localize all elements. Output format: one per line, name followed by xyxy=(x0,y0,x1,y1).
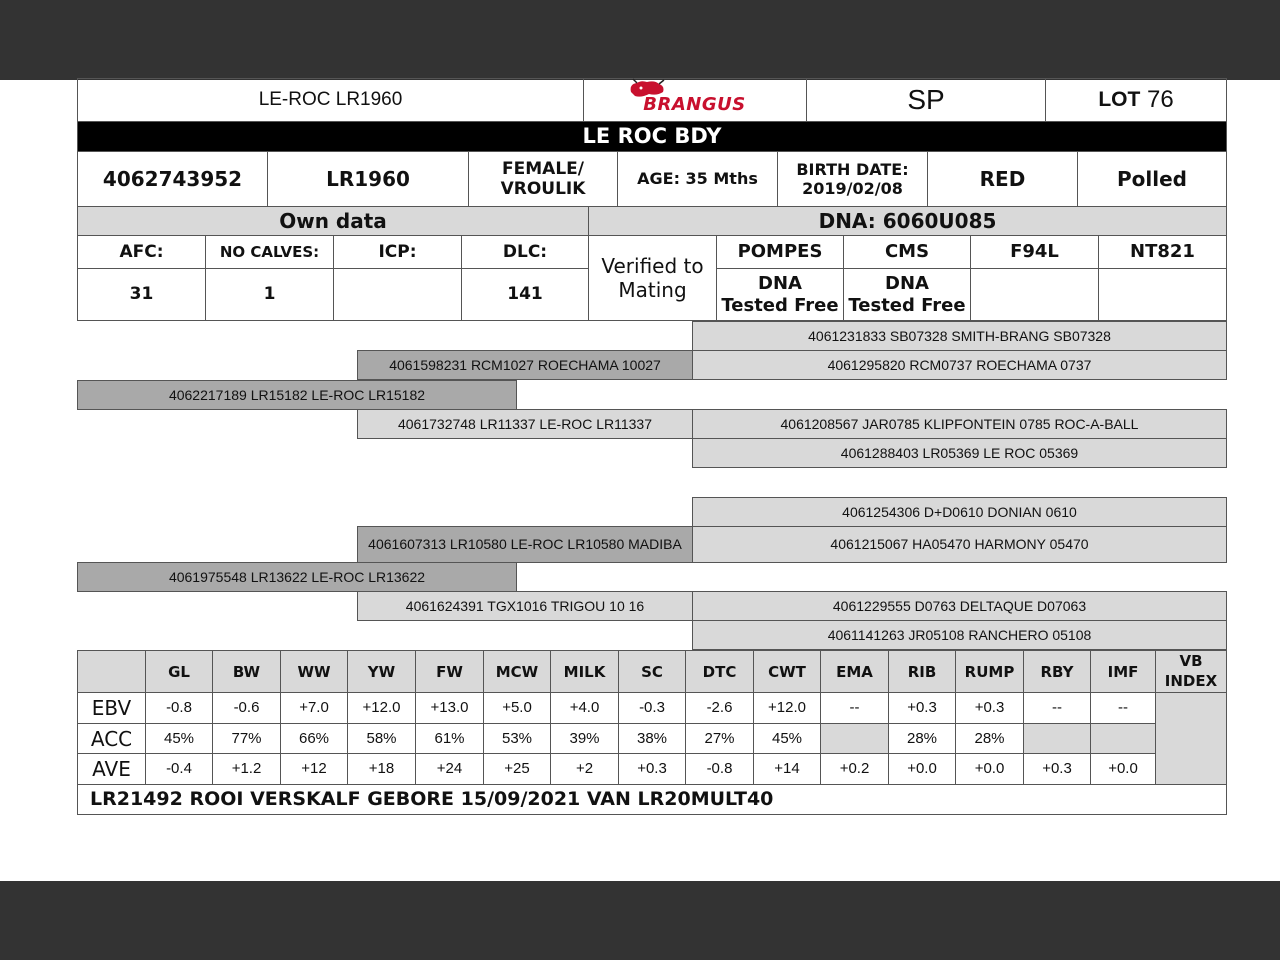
pedigree-sire-dam-dam: 4061288403 LR05369 LE ROC 05369 xyxy=(692,438,1227,468)
horn-status: Polled xyxy=(1077,151,1227,207)
lot-cell xyxy=(1045,78,1227,122)
own-data-title: Own data xyxy=(77,206,589,236)
pedigree-sire-sire-dam: 4061295820 RCM0737 ROECHAMA 0737 xyxy=(692,350,1227,380)
ebv-column-header-bw: BW xyxy=(212,650,281,693)
dlc-label: DLC: xyxy=(461,235,589,269)
ebv-cell: -- xyxy=(820,692,889,724)
ebv-cell: -0.4 xyxy=(145,753,213,785)
lot-label: LOT xyxy=(1098,88,1141,112)
ebv-cell xyxy=(1090,723,1156,754)
vb-index-value xyxy=(1155,692,1227,785)
pedigree-sire-dam-sire: 4061208567 JAR0785 KLIPFONTEIN 0785 ROC-A-BALL xyxy=(692,409,1227,439)
icp-label: ICP: xyxy=(333,235,462,269)
ebv-cell: +12 xyxy=(280,753,348,785)
ebv-cell xyxy=(820,723,889,754)
dna-test-nt821: NT821 xyxy=(1098,235,1227,269)
pedigree-dam: 4061975548 LR13622 LE-ROC LR13622 xyxy=(77,562,517,592)
ebv-cell: +0.0 xyxy=(888,753,956,785)
ebv-cell: -0.8 xyxy=(145,692,213,724)
animal-code: LR1960 xyxy=(267,151,469,207)
ebv-column-header-imf: IMF xyxy=(1090,650,1156,693)
dna-result-cms: DNA Tested Free xyxy=(843,268,971,321)
ebv-cell: +12.0 xyxy=(753,692,821,724)
afc-value: 31 xyxy=(77,268,206,321)
ebv-cell: 38% xyxy=(618,723,686,754)
ebv-cell: +0.3 xyxy=(1023,753,1091,785)
ebv-cell: +1.2 xyxy=(212,753,281,785)
ebv-cell: 45% xyxy=(145,723,213,754)
no-calves-value: 1 xyxy=(205,268,334,321)
icp-value xyxy=(333,268,462,321)
ebv-cell: +0.0 xyxy=(1090,753,1156,785)
breed-logo xyxy=(583,80,806,121)
ebv-column-header-rump: RUMP xyxy=(955,650,1024,693)
ebv-cell: -0.8 xyxy=(685,753,754,785)
colour: RED xyxy=(927,151,1078,207)
dna-test-pompes: POMPES xyxy=(716,235,844,269)
ebv-cell: +4.0 xyxy=(550,692,619,724)
ebv-header-corner xyxy=(77,650,146,693)
ebv-column-header-gl: GL xyxy=(145,650,213,693)
ebv-column-header-sc: SC xyxy=(618,650,686,693)
ebv-column-header-cwt: CWT xyxy=(753,650,821,693)
id-number: 4062743952 xyxy=(77,151,268,207)
breed-logo-text: BRANGUS xyxy=(643,94,746,115)
ebv-column-header-mcw: MCW xyxy=(483,650,551,693)
pedigree-dam-sire-dam: 4061215067 HA05470 HARMONY 05470 xyxy=(692,526,1227,563)
ebv-cell: 39% xyxy=(550,723,619,754)
birth-date: BIRTH DATE: 2019/02/08 xyxy=(777,151,928,207)
ebv-cell: +2 xyxy=(550,753,619,785)
pedigree-sire-dam: 4061732748 LR11337 LE-ROC LR11337 xyxy=(357,409,693,439)
ebv-cell: -- xyxy=(1090,692,1156,724)
no-calves-label: NO CALVES: xyxy=(205,235,334,269)
ebv-column-header-dtc: DTC xyxy=(685,650,754,693)
ebv-cell: +7.0 xyxy=(280,692,348,724)
ebv-row-label-ave: AVE xyxy=(77,753,146,785)
ebv-cell: +14 xyxy=(753,753,821,785)
ebv-column-header-rib: RIB xyxy=(888,650,956,693)
dna-result-pompes: DNA Tested Free xyxy=(716,268,844,321)
dna-result-f94l xyxy=(970,268,1099,321)
ebv-cell: 66% xyxy=(280,723,348,754)
pedigree-sire-sire: 4061598231 RCM1027 ROECHAMA 10027 xyxy=(357,350,693,380)
ebv-cell: -2.6 xyxy=(685,692,754,724)
age: AGE: 35 Mths xyxy=(617,151,778,207)
ebv-cell: +0.0 xyxy=(955,753,1024,785)
ebv-cell: 27% xyxy=(685,723,754,754)
pedigree-sire-sire-sire: 4061231833 SB07328 SMITH-BRANG SB07328 xyxy=(692,321,1227,351)
ebv-cell: 53% xyxy=(483,723,551,754)
afc-label: AFC: xyxy=(77,235,206,269)
ebv-cell: -- xyxy=(1023,692,1091,724)
ebv-cell xyxy=(1023,723,1091,754)
animal-type: SP xyxy=(806,78,1046,122)
ebv-cell: 45% xyxy=(753,723,821,754)
ebv-row-label-ebv: EBV xyxy=(77,692,146,724)
ebv-cell: 61% xyxy=(415,723,484,754)
dlc-value: 141 xyxy=(461,268,589,321)
dna-result-nt821 xyxy=(1098,268,1227,321)
ebv-column-header-rby: RBY xyxy=(1023,650,1091,693)
ebv-cell: +0.2 xyxy=(820,753,889,785)
ebv-cell: 58% xyxy=(347,723,416,754)
ebv-column-header-ww: WW xyxy=(280,650,348,693)
vb-index-header: VB INDEX xyxy=(1155,650,1227,693)
pedigree-dam-dam-sire: 4061229555 D0763 DELTAQUE D07063 xyxy=(692,591,1227,621)
ebv-cell: +18 xyxy=(347,753,416,785)
ebv-row-label-acc: ACC xyxy=(77,723,146,754)
ebv-cell: +0.3 xyxy=(888,692,956,724)
viewer-top-bar xyxy=(0,0,1280,80)
ebv-cell: +5.0 xyxy=(483,692,551,724)
lot-number: 76 xyxy=(1146,85,1174,113)
page-title: LE ROC BDY xyxy=(77,121,1227,152)
ebv-column-header-yw: YW xyxy=(347,650,416,693)
ebv-cell: +13.0 xyxy=(415,692,484,724)
ebv-cell: 77% xyxy=(212,723,281,754)
dna-title: DNA: 6060U085 xyxy=(588,206,1227,236)
ebv-cell: -0.6 xyxy=(212,692,281,724)
sex: FEMALE/ VROULIK xyxy=(468,151,618,207)
pedigree-dam-dam-dam: 4061141263 JR05108 RANCHERO 05108 xyxy=(692,620,1227,650)
ebv-column-header-ema: EMA xyxy=(820,650,889,693)
ebv-cell: +25 xyxy=(483,753,551,785)
ebv-cell: +24 xyxy=(415,753,484,785)
animal-name: LE-ROC LR1960 xyxy=(77,78,584,122)
verified-to-mating: Verified to Mating xyxy=(588,235,717,321)
dna-test-cms: CMS xyxy=(843,235,971,269)
pedigree-dam-dam: 4061624391 TGX1016 TRIGOU 10 16 xyxy=(357,591,693,621)
viewer-bottom-bar xyxy=(0,881,1280,960)
pedigree-dam-sire: 4061607313 LR10580 LE-ROC LR10580 MADIBA xyxy=(357,526,693,563)
pedigree-dam-sire-sire: 4061254306 D+D0610 DONIAN 0610 xyxy=(692,497,1227,527)
ebv-column-header-milk: MILK xyxy=(550,650,619,693)
ebv-cell: +0.3 xyxy=(955,692,1024,724)
ebv-column-header-fw: FW xyxy=(415,650,484,693)
ebv-cell: 28% xyxy=(888,723,956,754)
pedigree-sire: 4062217189 LR15182 LE-ROC LR15182 xyxy=(77,380,517,410)
footer-note: LR21492 ROOI VERSKALF GEBORE 15/09/2021 VAN LR20MULT40 xyxy=(77,784,1227,815)
dna-test-f94l: F94L xyxy=(970,235,1099,269)
ebv-cell: -0.3 xyxy=(618,692,686,724)
ebv-cell: +0.3 xyxy=(618,753,686,785)
ebv-cell: +12.0 xyxy=(347,692,416,724)
ebv-cell: 28% xyxy=(955,723,1024,754)
